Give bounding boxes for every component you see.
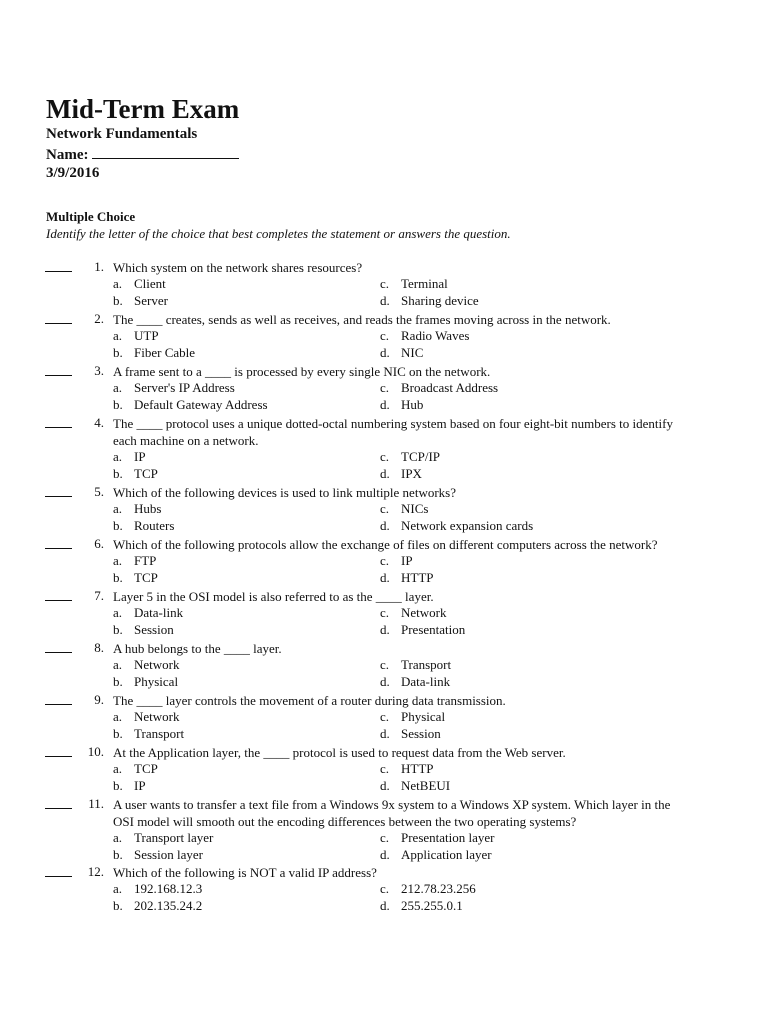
question-number: 8. xyxy=(94,640,104,655)
question-item xyxy=(0,640,768,690)
answer-blank[interactable] xyxy=(45,548,72,549)
option-letter: c. xyxy=(380,709,390,724)
question-text xyxy=(113,796,713,830)
option-letter: c. xyxy=(380,501,390,516)
question-text-line: Layer 5 in the OSI model is also referred to as the ____ layer. xyxy=(113,589,434,604)
option-letter: d. xyxy=(380,725,390,741)
option-text: 255.255.0.1 xyxy=(401,897,463,913)
option-letter: d. xyxy=(380,897,390,913)
option-letter: c. xyxy=(380,449,390,464)
question-text-line: The ____ layer controls the movement of a router during data transmission. xyxy=(113,693,506,708)
answer-blank[interactable] xyxy=(45,600,72,601)
section-instructions: Identify the letter of the choice that best completes the statement or answers the question. xyxy=(46,226,511,241)
question-number: 2. xyxy=(94,311,104,326)
option-text: Client xyxy=(134,276,166,291)
question-number: 12. xyxy=(87,864,104,879)
question-text-line: The ____ protocol uses a unique dotted-octal numbering system based on four eight-bit numbers to identify xyxy=(113,416,673,431)
option-text: Hub xyxy=(401,396,424,412)
answer-blank[interactable] xyxy=(45,756,72,757)
option-text: Physical xyxy=(401,709,446,724)
answer-blank[interactable] xyxy=(45,704,72,705)
question-text xyxy=(113,484,713,501)
question-text-line: The ____ creates, sends as well as receives, and reads the frames moving across in the network. xyxy=(113,312,611,327)
question-text xyxy=(113,415,713,449)
option-letter: a. xyxy=(113,709,123,724)
question-item xyxy=(0,864,768,914)
option-letter: c. xyxy=(380,276,390,291)
section-title: Multiple Choice xyxy=(46,209,136,224)
option-text: Transport xyxy=(401,657,452,672)
question-text xyxy=(113,864,713,881)
option-text: Presentation layer xyxy=(401,830,495,845)
option-text: 192.168.12.3 xyxy=(134,881,203,896)
question-number: 11. xyxy=(88,796,104,811)
question-text xyxy=(113,692,713,709)
option-letter: b. xyxy=(113,621,123,637)
answer-blank[interactable] xyxy=(45,876,72,877)
option-letter: b. xyxy=(113,673,123,689)
question-text-line: Which of the following is NOT a valid IP address? xyxy=(113,865,377,880)
question-text-line: Which of the following protocols allow the exchange of files on different computers across the network? xyxy=(113,537,658,552)
question-item xyxy=(0,259,768,309)
option-text: IP xyxy=(401,553,413,568)
option-text: Transport layer xyxy=(134,830,214,845)
question-text-line: A user wants to transfer a text file from a Windows 9x system to a Windows XP system. Which layer in the xyxy=(113,797,671,812)
option-letter: b. xyxy=(113,396,123,412)
question-item xyxy=(0,588,768,638)
option-letter: b. xyxy=(113,465,123,481)
question-item xyxy=(0,692,768,742)
exam-date: 3/9/2016 xyxy=(46,165,100,181)
question-text xyxy=(113,311,713,328)
option-letter: c. xyxy=(380,380,390,395)
question-item xyxy=(0,484,768,534)
option-text: Network xyxy=(134,657,180,672)
option-text: TCP/IP xyxy=(401,449,441,464)
option-letter: a. xyxy=(113,881,123,896)
option-text: Session layer xyxy=(134,846,203,862)
question-item xyxy=(0,363,768,413)
answer-blank[interactable] xyxy=(45,652,72,653)
name-label: Name: xyxy=(46,147,89,163)
option-text: Server xyxy=(134,292,168,308)
option-letter: a. xyxy=(113,449,123,464)
answer-blank[interactable] xyxy=(45,427,72,428)
option-letter: a. xyxy=(113,501,123,516)
question-number: 10. xyxy=(87,744,104,759)
option-letter: d. xyxy=(380,846,390,862)
question-item xyxy=(0,536,768,586)
option-letter: b. xyxy=(113,846,123,862)
option-text: Sharing device xyxy=(401,292,479,308)
question-item xyxy=(0,311,768,361)
option-text: Application layer xyxy=(401,846,492,862)
question-text-line: Which system on the network shares resources? xyxy=(113,260,363,275)
option-text: TCP xyxy=(134,761,158,776)
answer-blank[interactable] xyxy=(45,323,72,324)
answer-blank[interactable] xyxy=(45,375,72,376)
option-letter: c. xyxy=(380,761,390,776)
option-text: NetBEUI xyxy=(401,777,451,793)
answer-blank[interactable] xyxy=(45,271,72,272)
question-text xyxy=(113,640,713,657)
question-text xyxy=(113,259,713,276)
option-text: Presentation xyxy=(401,621,466,637)
name-blank xyxy=(92,145,239,159)
question-text-line: each machine on a network. xyxy=(113,433,259,448)
option-letter: d. xyxy=(380,465,390,481)
option-letter: a. xyxy=(113,657,123,672)
option-text: Network xyxy=(401,605,447,620)
question-text-line: A frame sent to a ____ is processed by every single NIC on the network. xyxy=(113,364,491,379)
option-letter: b. xyxy=(113,725,123,741)
option-text: Radio Waves xyxy=(401,328,470,343)
question-item xyxy=(0,744,768,794)
question-number: 3. xyxy=(94,363,104,378)
option-text: TCP xyxy=(134,465,158,481)
option-text: 212.78.23.256 xyxy=(401,881,476,896)
option-letter: b. xyxy=(113,292,123,308)
option-letter: c. xyxy=(380,553,390,568)
option-text: IP xyxy=(134,777,146,793)
option-text: Data-link xyxy=(401,673,451,689)
question-item xyxy=(0,415,768,482)
option-text: Physical xyxy=(134,673,179,689)
question-text-line: At the Application layer, the ____ protocol is used to request data from the Web server. xyxy=(113,745,566,760)
question-item xyxy=(0,796,768,863)
option-text: Transport xyxy=(134,725,185,741)
course-name: Network Fundamentals xyxy=(46,126,198,142)
question-number: 6. xyxy=(94,536,104,551)
question-number: 9. xyxy=(94,692,104,707)
option-letter: d. xyxy=(380,673,390,689)
option-text: NICs xyxy=(401,501,429,516)
option-text: IP xyxy=(134,449,146,464)
question-number: 4. xyxy=(94,415,104,430)
question-text-line: OSI model will smooth out the encoding differences between the two operating systems? xyxy=(113,814,577,829)
option-letter: a. xyxy=(113,276,123,291)
option-letter: a. xyxy=(113,605,123,620)
option-letter: a. xyxy=(113,761,123,776)
option-letter: c. xyxy=(380,657,390,672)
option-letter: c. xyxy=(380,605,390,620)
option-text: Default Gateway Address xyxy=(134,396,268,412)
option-letter: d. xyxy=(380,396,390,412)
option-letter: a. xyxy=(113,830,123,845)
option-letter: c. xyxy=(380,328,390,343)
option-text: 202.135.24.2 xyxy=(134,897,203,913)
question-text-line: A hub belongs to the ____ layer. xyxy=(113,641,282,656)
option-text: FTP xyxy=(134,553,157,568)
option-text: Terminal xyxy=(401,276,448,291)
option-text: Fiber Cable xyxy=(134,344,196,360)
option-letter: b. xyxy=(113,344,123,360)
option-letter: d. xyxy=(380,292,390,308)
option-text: Network expansion cards xyxy=(401,517,534,533)
option-letter: d. xyxy=(380,777,390,793)
option-letter: b. xyxy=(113,517,123,533)
option-letter: c. xyxy=(380,881,390,896)
option-letter: d. xyxy=(380,344,390,360)
option-text: Routers xyxy=(134,517,175,533)
question-text xyxy=(113,588,713,605)
question-number: 5. xyxy=(94,484,104,499)
option-text: Server's IP Address xyxy=(134,380,235,395)
option-text: HTTP xyxy=(401,569,434,585)
answer-blank[interactable] xyxy=(45,808,72,809)
option-text: Hubs xyxy=(134,501,162,516)
exam-title: Mid-Term Exam xyxy=(46,94,240,124)
option-text: Network xyxy=(134,709,180,724)
option-text: NIC xyxy=(401,344,424,360)
option-letter: a. xyxy=(113,328,123,343)
option-letter: d. xyxy=(380,517,390,533)
question-text xyxy=(113,744,713,761)
option-text: Session xyxy=(134,621,174,637)
question-text xyxy=(113,363,713,380)
option-text: Broadcast Address xyxy=(401,380,499,395)
option-text: UTP xyxy=(134,328,159,343)
option-letter: b. xyxy=(113,569,123,585)
option-letter: c. xyxy=(380,830,390,845)
question-number: 1. xyxy=(94,259,104,274)
question-number: 7. xyxy=(94,588,104,603)
answer-blank[interactable] xyxy=(45,496,72,497)
option-text: IPX xyxy=(401,465,422,481)
student-name-line xyxy=(46,145,239,165)
question-text-line: Which of the following devices is used to link multiple networks? xyxy=(113,485,456,500)
option-text: HTTP xyxy=(401,761,434,776)
option-letter: b. xyxy=(113,777,123,793)
option-letter: a. xyxy=(113,380,123,395)
option-text: Data-link xyxy=(134,605,184,620)
option-letter: a. xyxy=(113,553,123,568)
option-letter: d. xyxy=(380,621,390,637)
question-text xyxy=(113,536,713,553)
option-letter: b. xyxy=(113,897,123,913)
option-text: Session xyxy=(401,725,441,741)
option-letter: d. xyxy=(380,569,390,585)
option-text: TCP xyxy=(134,569,158,585)
